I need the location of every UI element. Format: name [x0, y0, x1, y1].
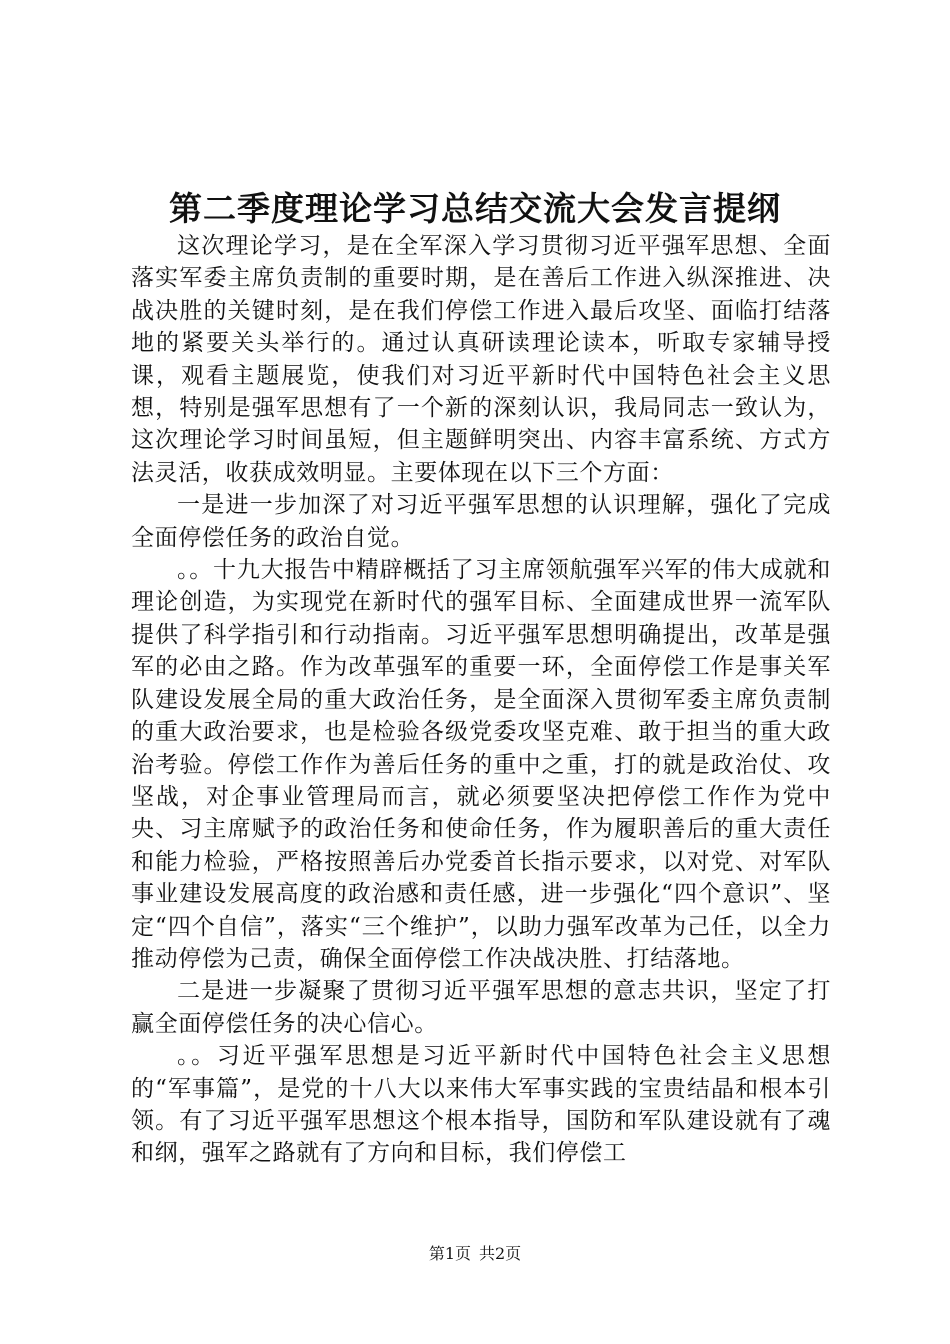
paragraph: 一是进一步加深了对习近平强军思想的认识理解，强化了完成全面停偿任务的政治自觉。 — [131, 492, 831, 551]
document-title: 第二季度理论学习总结交流大会发言提纲 — [169, 189, 781, 228]
paragraph: 。。习近平强军思想是习近平新时代中国特色社会主义思想的“军事篇”，是党的十八大以来伟大军事实践的宝贵结晶和根本引领。有了习近平强军思想这个根本指导，国防和军队建设就有了魂和纲，强军之路就有了方向和目标，我们停偿工 — [131, 1043, 831, 1167]
page-number: 第1页 — [428, 1244, 471, 1263]
page-footer — [0, 1244, 950, 1264]
paragraph: 二是进一步凝聚了贯彻习近平强军思想的意志共识，坚定了打赢全面停偿任务的决心信心。 — [131, 978, 831, 1037]
page-total: 共2页 — [479, 1244, 522, 1263]
document-body — [131, 230, 831, 1170]
paragraph: 这次理论学习，是在全军深入学习贯彻习近平强军思想、全面落实军委主席负责制的重要时期，是在善后工作进入纵深推进、决战决胜的关键时刻，是在我们停偿工作进入最后攻坚、面临打结落地的紧要关头举行的。通过认真研读理论读本，听取专家辅导授课，观看主题展览，使我们对习近平新时代中国特色社会主义思想，特别是强军思想有了一个新的深刻认识，我局同志一致认为，这次理论学习时间虽短，但主题鲜明突出、内容丰富系统、方式方法灵活，收获成效明显。主要体现在以下三个方面： — [131, 233, 831, 486]
paragraph: 。。十九大报告中精辟概括了习主席领航强军兴军的伟大成就和理论创造，为实现党在新时代的强军目标、全面建成世界一流军队提供了科学指引和行动指南。习近平强军思想明确提出，改革是强军的必由之路。作为改革强军的重要一环，全面停偿工作是事关军队建设发展全局的重大政治任务，是全面深入贯彻军委主席负责制的重大政治要求，也是检验各级党委攻坚克难、敢于担当的重大政治考验。停偿工作作为善后任务的重中之重，打的就是政治仗、攻坚战，对企事业管理局而言，就必须要坚决把停偿工作作为党中央、习主席赋予的政治任务和使命任务，作为履职善后的重大责任和能力检验，严格按照善后办党委首长指示要求，以对党、对军队事业建设发展高度的政治感和责任感，进一步强化“四个意识”、坚定“四个自信”，落实“三个维护”，以助力强军改革为己任，以全力推动停偿为己责，确保全面停偿工作决战决胜、打结落地。 — [131, 557, 831, 972]
